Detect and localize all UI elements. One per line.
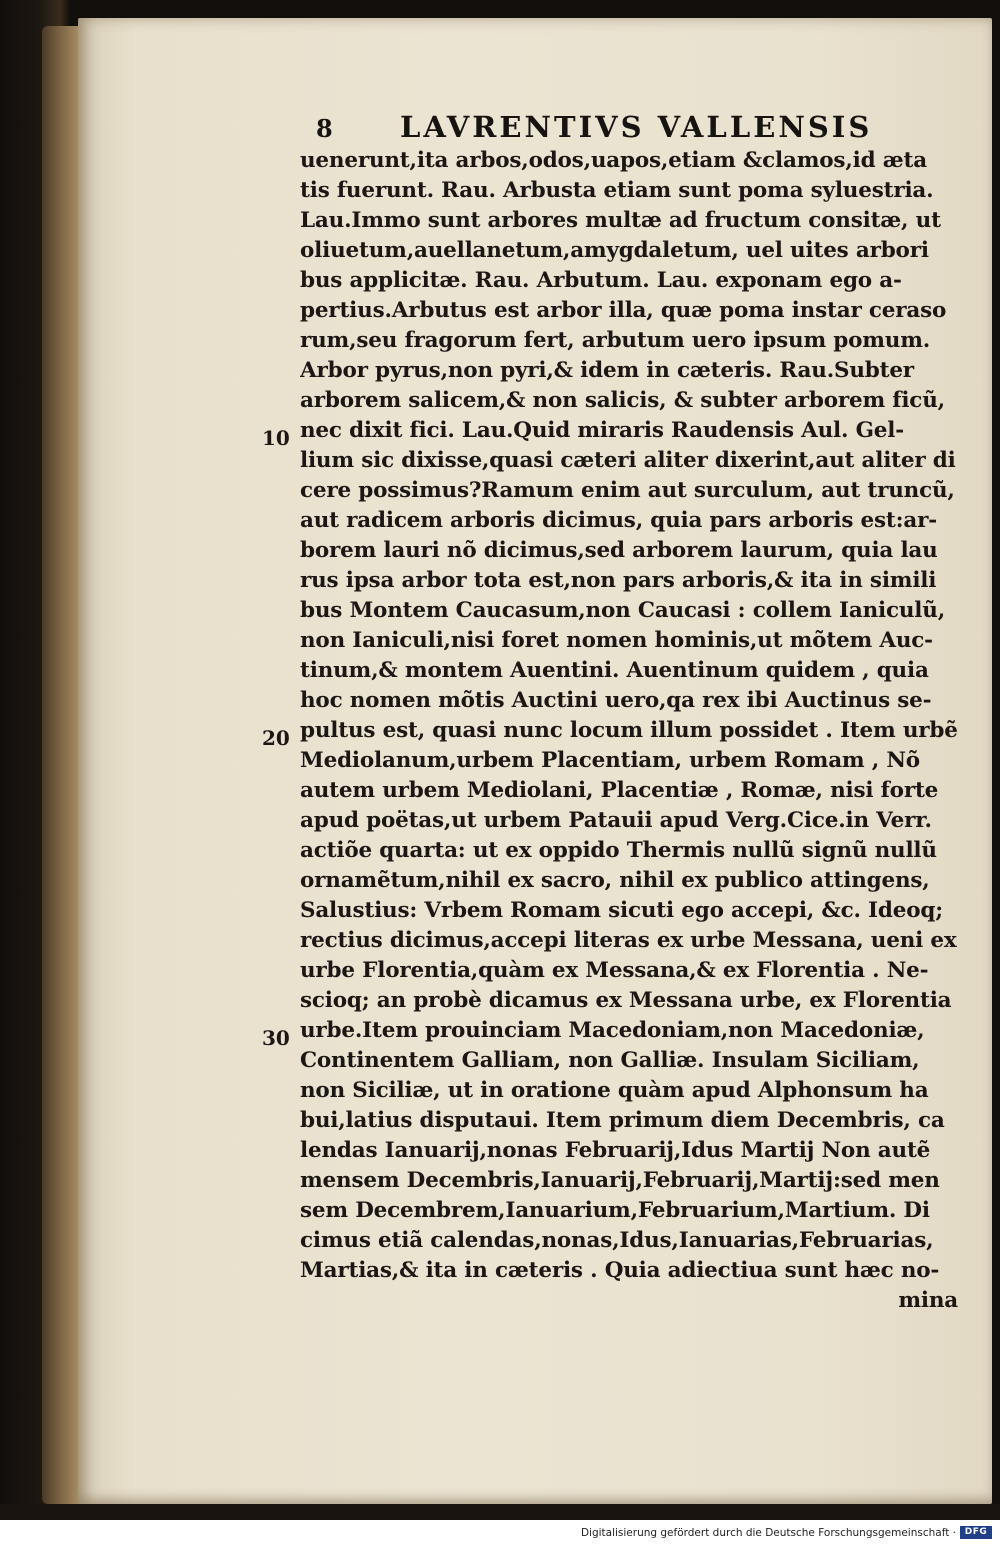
text-line: Arbor pyrus,non pyri,& idem in cæteris. Rau.Subter <box>300 358 914 383</box>
dfg-logo: DFG <box>960 1526 992 1539</box>
text-line: rus ipsa arbor tota est,non pars arboris,& ita in simili <box>300 568 937 593</box>
text-line: urbe.Item prouinciam Macedoniam,non Macedoniæ, <box>300 1018 925 1043</box>
text-line: nec dixit fici. Lau.Quid miraris Raudensis Aul. Gel- <box>300 418 904 443</box>
text-line: rum,seu fragorum fert, arbutum uero ipsum pomum. <box>300 328 931 353</box>
text-line: pultus est, quasi nunc locum illum possidet . Item urbẽ <box>300 718 958 743</box>
text-line: pertius.Arbutus est arbor illa, quæ poma instar ceraso <box>300 298 947 323</box>
running-head: LAVRENTIVS VALLENSIS <box>400 110 873 144</box>
line-number-30: 30 <box>262 1026 290 1050</box>
scan-bottom-band <box>0 1504 1000 1520</box>
text-line: lium sic dixisse,quasi cæteri aliter dixerint,aut aliter di <box>300 448 956 473</box>
text-line: rectius dicimus,accepi literas ex urbe Messana, ueni ex <box>300 928 957 953</box>
text-line: ornamẽtum,nihil ex sacro, nihil ex publico attingens, <box>300 868 930 893</box>
text-line: tis fuerunt. Rau. Arbusta etiam sunt poma syluestria. <box>300 178 934 203</box>
text-line: scioq; an probè dicamus ex Messana urbe, ex Florentia <box>300 988 952 1013</box>
text-line: lendas Ianuarij,nonas Februarij,Idus Martij Non autẽ <box>300 1138 931 1163</box>
text-line: cere possimus?Ramum enim aut surculum, aut truncũ, <box>300 478 955 503</box>
text-line: bui,latius disputaui. Item primum diem Decembris, ca <box>300 1108 945 1133</box>
text-line: Martias,& ita in cæteris . Quia adiectiua sunt hæc no- <box>300 1258 940 1283</box>
body-text <box>300 146 962 1316</box>
text-line: urbe Florentia,quàm ex Messana,& ex Florentia . Ne- <box>300 958 929 983</box>
text-line: cimus etiã calendas,nonas,Idus,Ianuarias,Februarias, <box>300 1228 934 1253</box>
line-number-20: 20 <box>262 726 290 750</box>
text-line: mensem Decembris,Ianuarij,Februarij,Martij:sed men <box>300 1168 940 1193</box>
text-line: hoc nomen mõtis Auctini uero,qa rex ibi Auctinus se- <box>300 688 932 713</box>
text-line: bus Montem Caucasum,non Caucasi : collem Ianiculũ, <box>300 598 945 623</box>
text-line: non Siciliæ, ut in oratione quàm apud Alphonsum ha <box>300 1078 929 1103</box>
footer-bar <box>0 1520 1000 1546</box>
text-line: Mediolanum,urbem Placentiam, urbem Romam , Nõ <box>300 748 920 773</box>
page-number: 8 <box>316 114 333 143</box>
text-line: actiõe quarta: ut ex oppido Thermis nullũ signũ nullũ <box>300 838 937 863</box>
text-line: uenerunt,ita arbos,odos,uapos,etiam &clamos,id æta <box>300 148 927 173</box>
page-header <box>316 110 876 150</box>
text-line: borem lauri nõ dicimus,sed arborem laurum, quia lau <box>300 538 938 563</box>
text-line: tinum,& montem Auentini. Auentinum quidem , quia <box>300 658 929 683</box>
text-line: bus applicitæ. Rau. Arbutum. Lau. exponam ego a- <box>300 268 902 293</box>
text-line: apud poëtas,ut urbem Patauii apud Verg.Cice.in Verr. <box>300 808 932 833</box>
text-line: Salustius: Vrbem Romam sicuti ego accepi, &c. Ideoq; <box>300 898 943 923</box>
text-line: sem Decembrem,Ianuarium,Februarium,Martium. Di <box>300 1198 930 1223</box>
text-line: Continentem Galliam, non Galliæ. Insulam Siciliam, <box>300 1048 920 1073</box>
text-line: Lau.Immo sunt arbores multæ ad fructum consitæ, ut <box>300 208 941 233</box>
text-line: non Ianiculi,nisi foret nomen hominis,ut mõtem Auc- <box>300 628 933 653</box>
text-line: aut radicem arboris dicimus, quia pars arboris est:ar- <box>300 508 937 533</box>
text-line: arborem salicem,& non salicis, & subter arborem ficũ, <box>300 388 945 413</box>
footer-credit: Digitalisierung gefördert durch die Deutsche Forschungsgemeinschaft · <box>580 1527 956 1539</box>
catchword: mina <box>898 1288 958 1313</box>
line-number-10: 10 <box>262 426 290 450</box>
text-line: autem urbem Mediolani, Placentiæ , Romæ, nisi forte <box>300 778 939 803</box>
text-line: oliuetum,auellanetum,amygdaletum, uel uites arbori <box>300 238 929 263</box>
